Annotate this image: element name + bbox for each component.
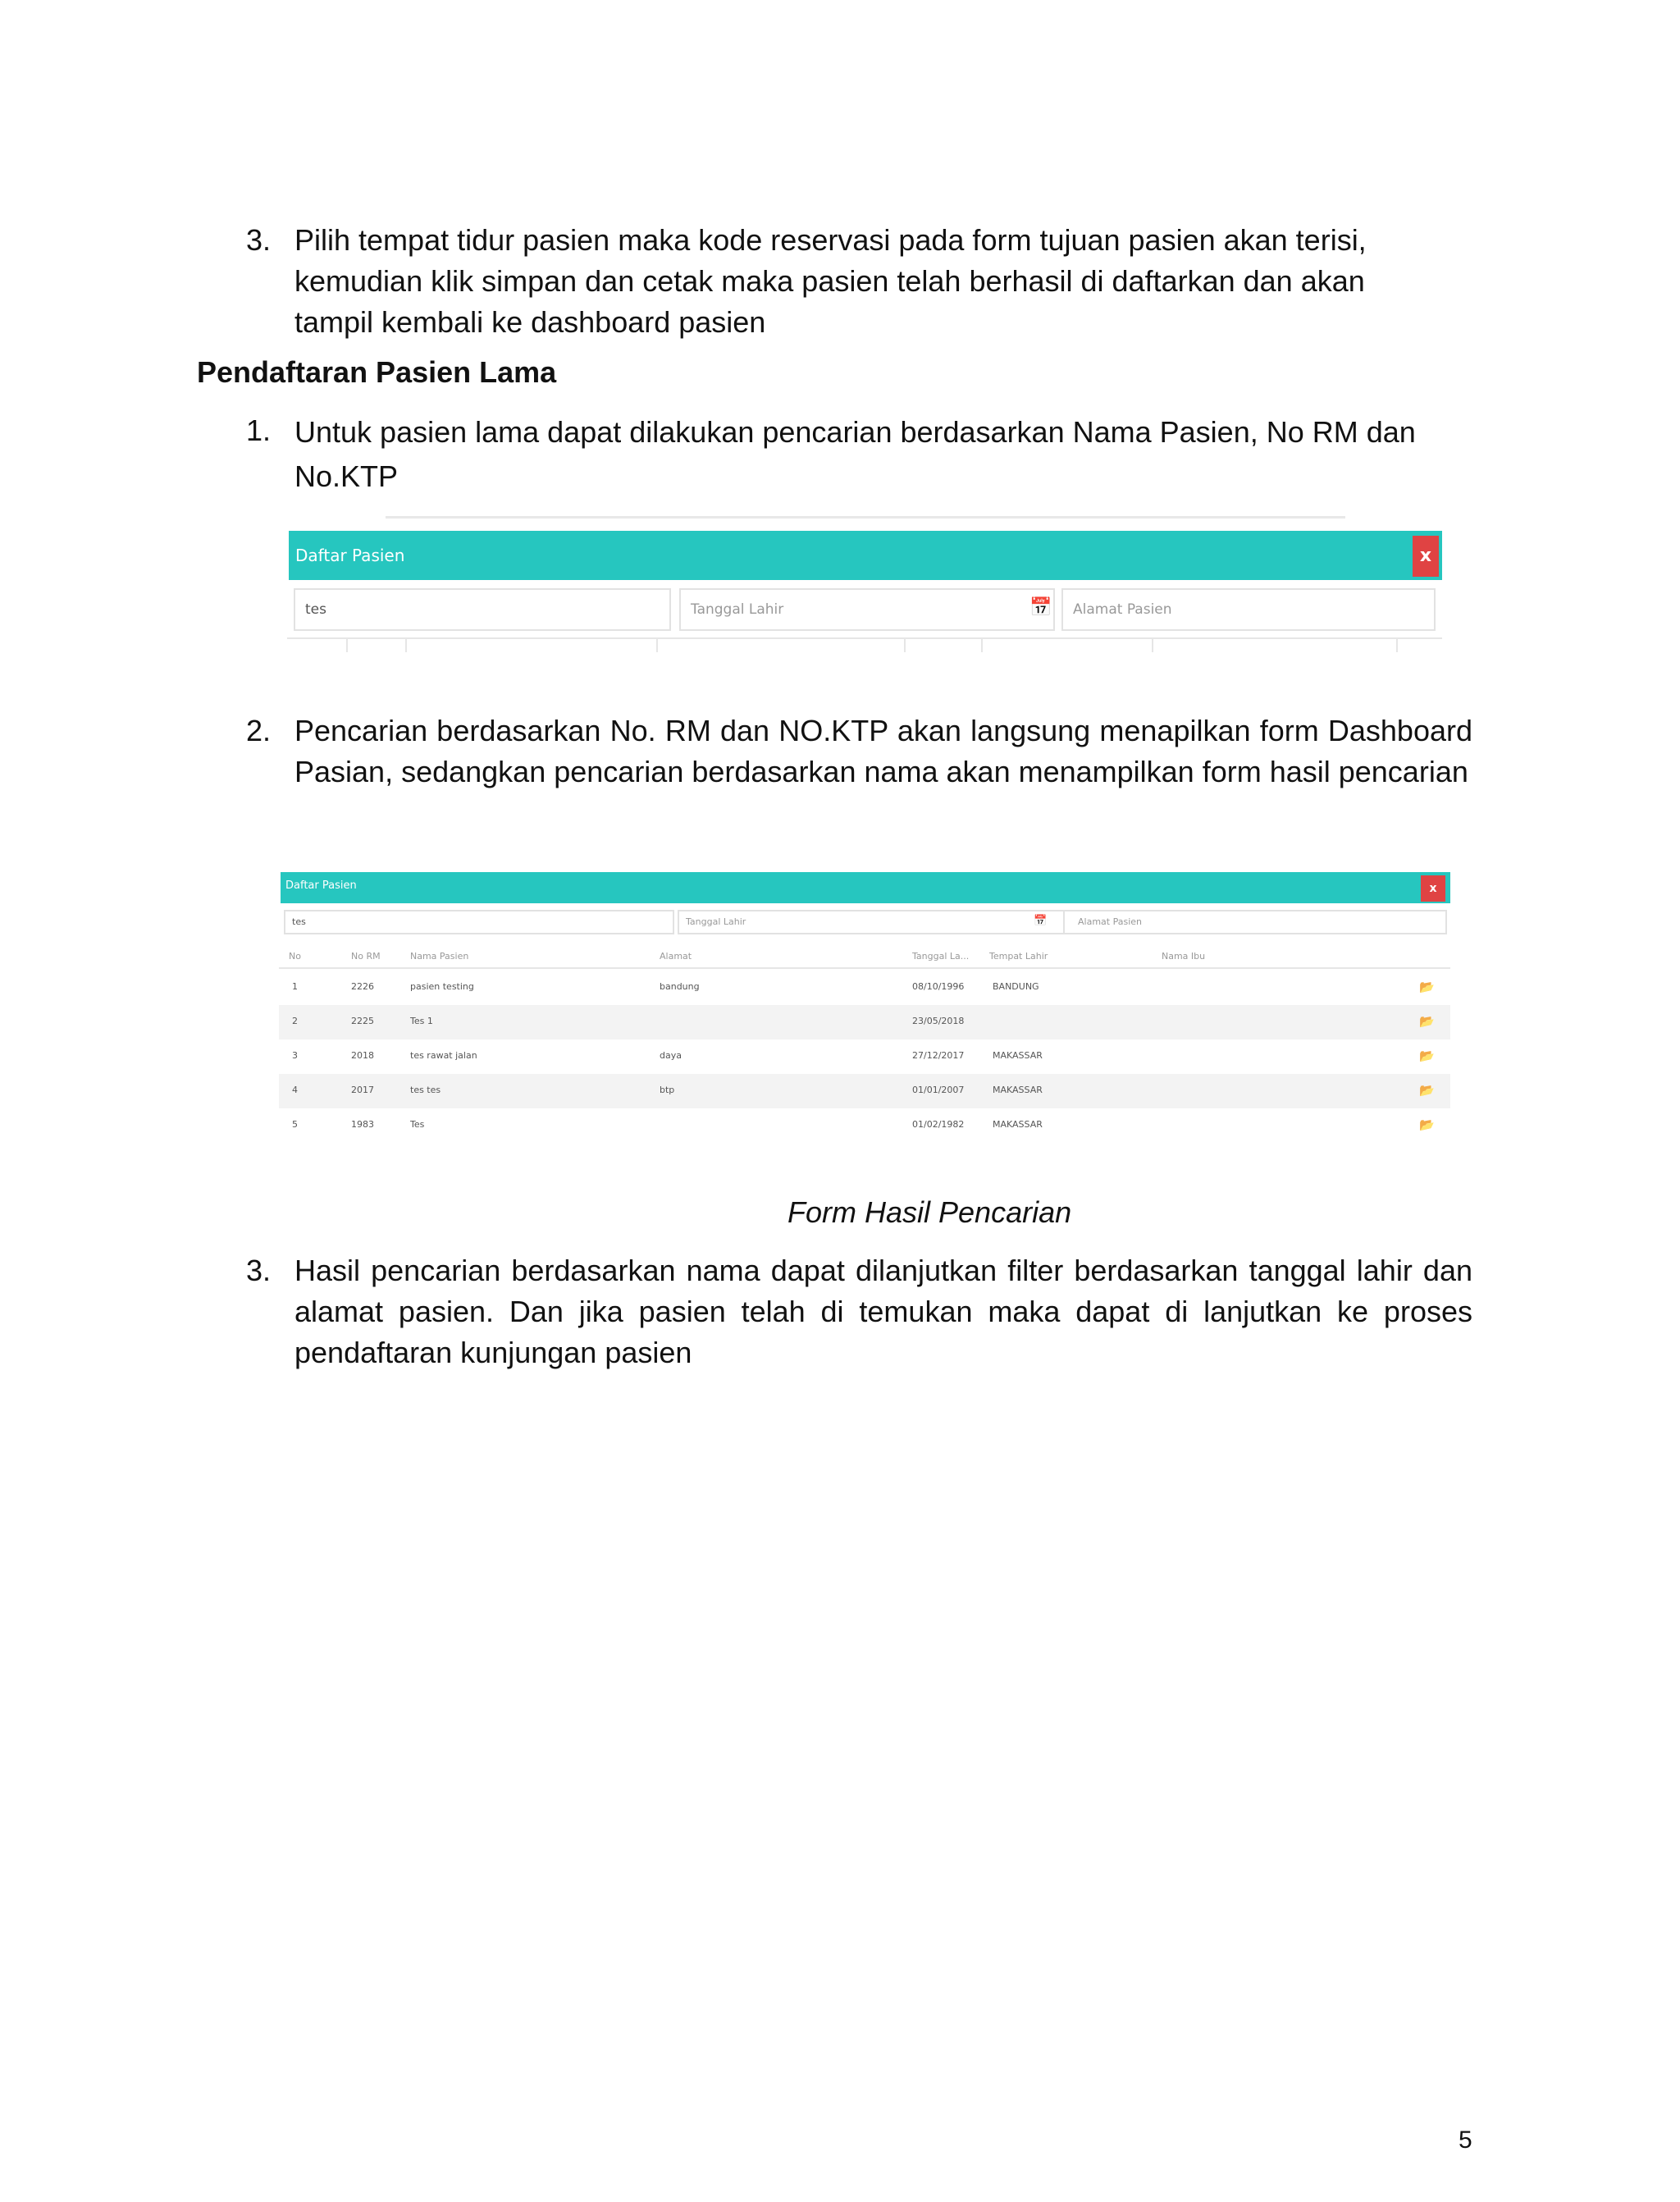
cell-alamat: btp	[660, 1085, 675, 1095]
step1-line: No.KTP	[294, 459, 399, 493]
table-row[interactable]	[279, 971, 1450, 1005]
column-divider	[904, 637, 906, 652]
column-header-nama-ibu[interactable]: Nama Ibu	[1162, 951, 1206, 962]
column-header-nama-pasien[interactable]: Nama Pasien	[410, 951, 469, 962]
step1-line: Untuk pasien lama dapat dilakukan pencarian berdasarkan Nama Pasien, No RM dan	[294, 415, 1416, 449]
address-filter-input[interactable]: Alamat Pasien	[1063, 910, 1447, 934]
cell-tanggal-lahir: 27/12/2017	[912, 1050, 965, 1061]
cell-no-rm: 1983	[351, 1119, 374, 1130]
header-rule	[279, 967, 1450, 969]
calendar-icon[interactable]: 📅	[1029, 597, 1052, 618]
cell-nama-pasien: pasien testing	[410, 981, 474, 992]
list-number: 2.	[246, 714, 272, 747]
screenshot-search-results	[279, 866, 1452, 1153]
cell-tanggal-lahir: 01/01/2007	[912, 1085, 965, 1095]
column-header-no[interactable]: No	[289, 951, 301, 962]
table-row[interactable]	[279, 1108, 1450, 1143]
folder-icon[interactable]: 📂	[1419, 1048, 1435, 1063]
modal-title: Daftar Pasien	[285, 879, 357, 892]
column-divider	[346, 637, 348, 652]
page-number: 5	[1459, 2127, 1472, 2154]
column-header-no-rm[interactable]: No RM	[351, 951, 381, 962]
folder-icon[interactable]: 📂	[1419, 1014, 1435, 1029]
intro-line: kemudian klik simpan dan cetak maka pasien telah berhasil di daftarkan dan akan	[294, 264, 1365, 298]
cell-no: 1	[292, 981, 298, 992]
column-header-tanggal-lahir[interactable]: Tanggal La...	[912, 951, 970, 962]
close-button[interactable]: x	[1413, 536, 1439, 577]
cell-nama-pasien: tes rawat jalan	[410, 1050, 477, 1061]
cell-no-rm: 2018	[351, 1050, 374, 1061]
cell-tanggal-lahir: 08/10/1996	[912, 981, 965, 992]
list-number: 1.	[246, 413, 272, 447]
intro-line: tampil kembali ke dashboard pasien	[294, 305, 766, 339]
cell-tempat-lahir: MAKASSAR	[993, 1085, 1043, 1095]
cell-no-rm: 2226	[351, 981, 374, 992]
cell-tempat-lahir: BANDUNG	[993, 981, 1039, 992]
column-divider	[1152, 637, 1153, 652]
address-filter-input[interactable]: Alamat Pasien	[1061, 588, 1436, 631]
column-divider	[1396, 637, 1398, 652]
cell-tanggal-lahir: 23/05/2018	[912, 1016, 965, 1026]
name-search-input[interactable]: tes	[284, 910, 674, 934]
cell-alamat: bandung	[660, 981, 700, 992]
table-row[interactable]	[279, 1005, 1450, 1039]
birthdate-filter-input[interactable]: Tanggal Lahir	[679, 588, 1055, 631]
cell-alamat: daya	[660, 1050, 682, 1061]
divider	[386, 516, 1345, 519]
cell-nama-pasien: Tes	[410, 1119, 425, 1130]
cell-tempat-lahir: MAKASSAR	[993, 1050, 1043, 1061]
folder-icon[interactable]: 📂	[1419, 1117, 1435, 1132]
figure-caption: Form Hasil Pencarian	[788, 1195, 1072, 1229]
section-heading: Pendaftaran Pasien Lama	[197, 355, 557, 389]
list-number: 3.	[246, 223, 272, 257]
list-number: 3.	[246, 1254, 272, 1287]
step2-paragraph: Pencarian berdasarkan No. RM dan NO.KTP akan langsung menapilkan form Dashboard Pasian, sedangkan pencarian berdasarkan nama akan menampilkan form hasil pencarian	[294, 714, 1472, 788]
cell-no: 4	[292, 1085, 298, 1095]
results-table	[279, 946, 1450, 1151]
close-button[interactable]: x	[1421, 875, 1445, 902]
cell-no: 3	[292, 1050, 298, 1061]
cell-no: 5	[292, 1119, 298, 1130]
modal-title: Daftar Pasien	[295, 546, 405, 565]
modal-header	[289, 531, 1442, 580]
screenshot-search-form	[287, 513, 1442, 652]
intro-paragraph	[294, 220, 1484, 343]
name-search-input[interactable]: tes	[294, 588, 671, 631]
step3-paragraph: Hasil pencarian berdasarkan nama dapat dilanjutkan filter berdasarkan tanggal lahir dan alamat pasien. Dan jika pasien telah di temukan maka dapat di lanjutkan ke proses pendaftaran kunjungan pasien	[294, 1254, 1472, 1369]
step1-paragraph	[294, 410, 1484, 499]
column-header-tempat-lahir[interactable]: Tempat Lahir	[989, 951, 1048, 962]
table-row[interactable]	[279, 1074, 1450, 1108]
column-divider	[981, 637, 983, 652]
cell-nama-pasien: Tes 1	[410, 1016, 433, 1026]
cell-nama-pasien: tes tes	[410, 1085, 441, 1095]
folder-icon[interactable]: 📂	[1419, 980, 1435, 994]
intro-line: Pilih tempat tidur pasien maka kode reservasi pada form tujuan pasien akan terisi,	[294, 223, 1367, 257]
folder-icon[interactable]: 📂	[1419, 1083, 1435, 1098]
cell-no-rm: 2225	[351, 1016, 374, 1026]
table-top-rule	[287, 637, 1442, 639]
table-row[interactable]	[279, 1039, 1450, 1074]
column-divider	[656, 637, 658, 652]
cell-tanggal-lahir: 01/02/1982	[912, 1119, 965, 1130]
calendar-icon[interactable]: 📅	[1034, 915, 1048, 927]
cell-no-rm: 2017	[351, 1085, 374, 1095]
column-divider	[405, 637, 407, 652]
birthdate-filter-input[interactable]: Tanggal Lahir	[678, 910, 1339, 934]
cell-no: 2	[292, 1016, 298, 1026]
cell-tempat-lahir: MAKASSAR	[993, 1119, 1043, 1130]
modal-header	[281, 872, 1450, 903]
column-header-alamat[interactable]: Alamat	[660, 951, 692, 962]
